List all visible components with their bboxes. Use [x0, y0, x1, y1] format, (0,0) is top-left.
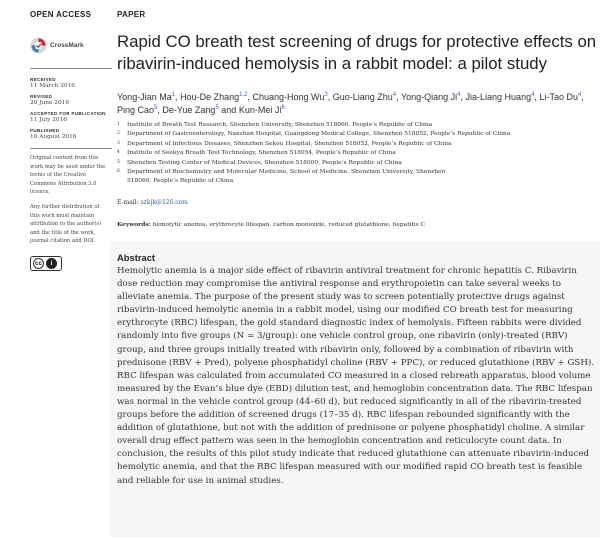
- crossmark-label: CrossMark: [50, 42, 84, 49]
- author[interactable]: [401, 92, 461, 102]
- author[interactable]: [180, 92, 247, 102]
- author-list: Yong-Jian Ma$^1$, Hou-De Zhang$^{1,2}$, Chuang-Hong Wu$^3$, Guo-Liang Zhu$^4$, Yong-Qiang Ji$^4$, Jia-Liang Huang$^4$, Li-Tao Du$^4$, Ping Cao$^5$, De-Yue Zang$^5$ and Kun-Mei Ji$^6$: [117, 92, 584, 115]
- keywords-label: Keywords:: [117, 221, 151, 228]
- author[interactable]: [239, 105, 285, 115]
- affiliation-number: 2: [117, 131, 120, 137]
- author[interactable]: [333, 92, 396, 102]
- affiliation-text: Department of Infectious Diseases, Shenzhen Sekou Hospital, Shenzhen 518052, People’s Republic of China: [127, 140, 452, 147]
- abstract-text: Hemolytic anemia is a major side effect of ribavirin antiviral treatment for chronic hepatitis C. Ribavirin dose reduction may compromise the antiviral response and erythropoietin can take several weeks to alleviate anemia. The purpose of the present study was to screen potentially protective drugs against ribavirin-induced hemolytic anemia in a rabbit model, using our modified CO breath test for measuring erythrocyte (RBC) lifespan, the gold standard diagnostic index of hemolysis. Fifteen rabbits were divided randomly into five groups (N = 3/group): one vehicle control group, one ribavirin (only)-treated (RBV) group, and three groups initially treated with ribavirin only, followed by a combination of ribavirin with prednisone (RBV + Pred), polyene phosphatidyl choline (RBV + PPC), or reduced glutathione (RBV + GSH). RBC lifespan was calculated from accumulated CO measured in a closed rebreath apparatus, blood volume measured by the Evan’s blue dye (EBD) dilution test, and hemoglobin concentration data. The RBC lifespan was normal in the vehicle control group (44–60 d), but reduced significantly in all of the ribavirin-treated groups before the addition of screened drugs (17–35 d). RBC lifespan rebounded significantly with the addition of glutathione, but not with the addition of prednisone or polyene phosphatidyl choline. A similar overall drug effect pattern was seen in the hemoglobin concentration and reticulocyte count data. In conclusion, the results of this pilot study indicate that reduced glutathione can attenuate ribavirin-induced hemolytic anemia, and that the RBC lifespan measured with our modified rapid CO breath test is feasible and reliable for use in animal studies.: [117, 266, 595, 486]
- crossmark-badge[interactable]: [30, 37, 110, 54]
- sidebar-divider: [30, 68, 112, 69]
- affiliation-text: Institute of Breath Test Research, Shenzhen University, Shenzhen 518060, People’s Republic of China: [127, 122, 433, 128]
- received-date: 11 March 2016: [30, 83, 75, 89]
- author-affiliation-ref[interactable]: 4: [577, 92, 582, 98]
- email-link[interactable]: szkjk@126.com: [140, 199, 188, 206]
- corresponding-email: [117, 199, 188, 206]
- affiliation-number: 4: [117, 150, 120, 156]
- author[interactable]: [252, 92, 327, 102]
- creative-commons-icon: cc: [34, 259, 42, 267]
- author-name[interactable]: Chuang-Hong Wu: [252, 92, 325, 102]
- author-name[interactable]: Hou-De Zhang: [180, 92, 240, 102]
- affiliation-item: [117, 159, 587, 168]
- affiliation-list: [117, 121, 587, 187]
- affiliation-number: 5: [117, 159, 120, 165]
- author-affiliation-ref[interactable]: 4: [457, 92, 461, 98]
- dates-block: [30, 77, 110, 140]
- affiliation-item: [117, 121, 587, 130]
- accepted-date: 11 July 2016: [30, 117, 68, 123]
- license-note: Original content from this work may be used under the terms of the Creative Commons Attribution 3.0 licence.: [30, 155, 106, 196]
- author[interactable]: [162, 105, 218, 115]
- author-name[interactable]: Guo-Liang Zhu: [332, 92, 393, 102]
- author[interactable]: [466, 92, 535, 102]
- article-type-label: PAPER: [117, 10, 146, 19]
- affiliation-number: 6: [117, 169, 120, 175]
- author-affiliation-ref[interactable]: 1: [171, 92, 176, 98]
- author-affiliation-ref[interactable]: 4: [531, 92, 535, 98]
- author-affiliation-ref[interactable]: 3: [324, 92, 328, 98]
- received-label: RECEIVED: [30, 77, 56, 82]
- open-access-label: OPEN ACCESS: [30, 10, 92, 19]
- author-name[interactable]: Ping Cao: [117, 105, 155, 115]
- cc-license-badge[interactable]: [30, 256, 62, 271]
- attribution-note: Any further distribution of this work must maintain attribution to the author(s) and the title of the work, journal citation and DOI.: [30, 203, 102, 245]
- author[interactable]: [539, 92, 581, 102]
- author-affiliation-ref[interactable]: 6: [281, 105, 285, 111]
- author[interactable]: [117, 92, 175, 102]
- affiliation-item: [117, 168, 587, 187]
- published-label: PUBLISHED: [30, 128, 60, 133]
- author-affiliation-ref[interactable]: 4: [392, 92, 397, 98]
- affiliation-text: Institute of Seekya Breath Test Technology, Shenzhen 518054, People’s Republic of China: [127, 150, 396, 157]
- author-affiliation-ref[interactable]: 5: [154, 105, 158, 111]
- article-title: Rapid CO breath test screening of drugs for protective effects on ribavirin-induced hemolysis in a rabbit model: a pilot study: [117, 32, 597, 73]
- author-name[interactable]: Li-Tao Du: [539, 92, 578, 102]
- keywords-text: hemolytic anemia, erythrocyte lifespan, carbon monoxide, reduced glutathione, hepatitis C: [152, 222, 426, 228]
- author-affiliation-ref[interactable]: 5: [215, 105, 219, 111]
- keywords: [117, 221, 587, 228]
- affiliation-number: 3: [117, 140, 120, 146]
- revised-label: REVISED: [30, 94, 53, 99]
- author-name[interactable]: Kun-Mei Ji: [238, 105, 282, 115]
- affiliation-item: [117, 149, 587, 158]
- affiliation-number: 1: [117, 122, 120, 127]
- affiliation-item: [117, 140, 587, 149]
- author[interactable]: [117, 105, 157, 115]
- affiliation-text: Department of Biochemistry and Molecular Medicine, School of Medicine, Shenzhen University, Shenzhen 518060, People’s Republic of China: [127, 169, 446, 185]
- abstract-heading: Abstract: [117, 252, 156, 263]
- affiliation-item: [117, 130, 587, 139]
- accepted-label: ACCEPTED FOR PUBLICATION: [30, 111, 106, 116]
- crossmark-icon: [30, 37, 47, 54]
- email-label: E-mail:: [117, 199, 139, 206]
- affiliation-text: Department of Gastroenterology, Nanshan Hospital, Guangdong Medical College, Shenzhen 518052, People’s Republic of China: [127, 131, 511, 138]
- attribution-icon: i: [46, 258, 57, 269]
- author-affiliation-ref[interactable]: 1,2: [239, 92, 248, 98]
- revised-date: 20 June 2016: [30, 100, 70, 106]
- sidebar: [30, 10, 110, 271]
- published-date: 10 August 2016: [30, 134, 77, 140]
- author-name[interactable]: Jia-Liang Huang: [465, 92, 532, 102]
- author-name[interactable]: De-Yue Zang: [162, 105, 216, 115]
- affiliation-text: Shenzhen Testing Center of Medical Devices, Shenzhen 518000, People’s Republic of China: [127, 159, 402, 166]
- author-name[interactable]: Yong-Jian Ma: [117, 92, 172, 102]
- sidebar-divider: [30, 148, 112, 149]
- author-name[interactable]: Yong-Qiang Ji: [400, 92, 458, 102]
